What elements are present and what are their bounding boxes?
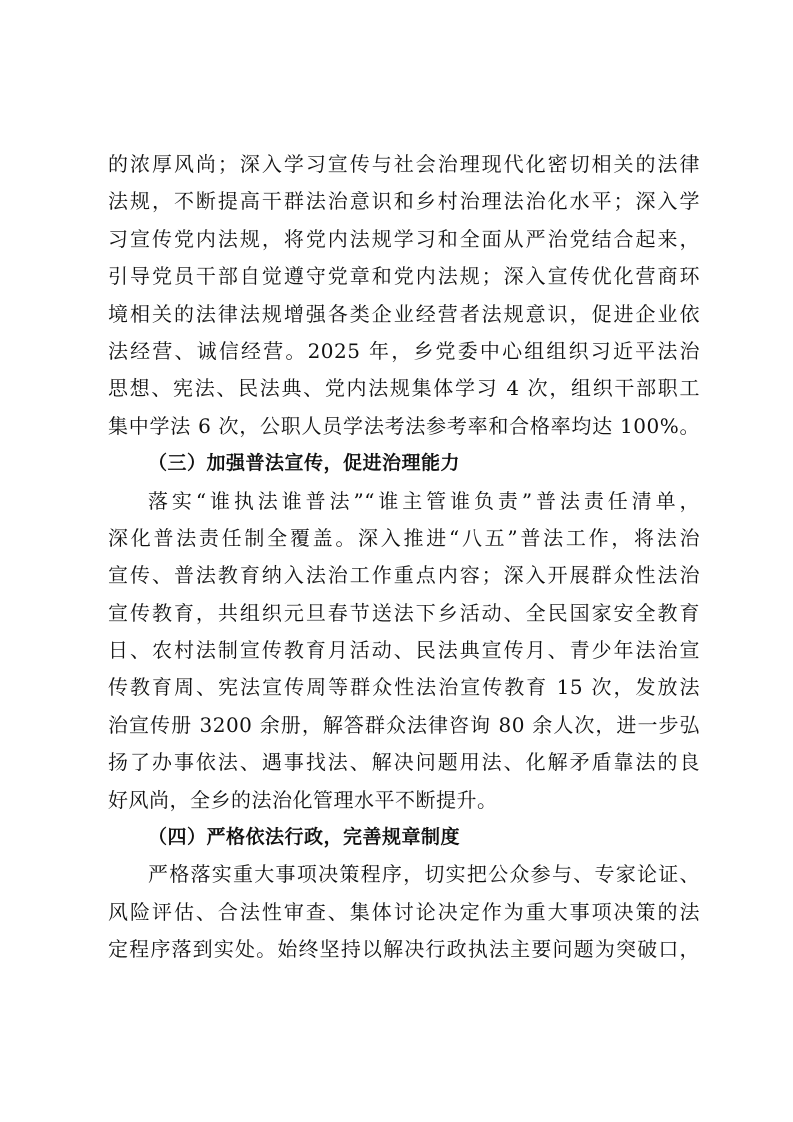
text-line: 的浓厚风尚；深入学习宣传与社会治理现代化密切相关的法律	[108, 152, 700, 176]
text-line: 治宣传册 3200 余册，解答群众法律咨询 80 余人次，进一步弘	[108, 712, 700, 737]
text-line: 引导党员干部自觉遵守党章和党内法规；深入宣传优化营商环	[108, 264, 700, 289]
section-heading-3: （三）加强普法宣传，促进治理能力	[148, 452, 461, 475]
text-line: 扬了办事依法、遇事找法、解决问题用法、化解矛盾靠法的良	[108, 750, 700, 775]
text-line: 法规，不断提高干群法治意识和乡村治理法治化水平；深入学	[108, 189, 700, 214]
text-line: 日、农村法制宣传教育月活动、民法典宣传月、青少年法治宣	[108, 638, 700, 663]
section-4-paragraph	[108, 856, 700, 968]
text-line: 传教育周、宪法宣传周等群众性法治宣传教育 15 次，发放法	[108, 675, 700, 700]
text-line: 宣传、普法教育纳入法治工作重点内容；深入开展群众性法治	[108, 563, 700, 588]
text-line: 严格落实重大事项决策程序，切实把公众参与、专家论证、	[148, 862, 700, 887]
text-line: 境相关的法律法规增强各类企业经营者法规意识，促进企业依	[108, 301, 700, 326]
text-line: 宣传教育，共组织元旦春节送法下乡活动、全民国家安全教育	[108, 600, 700, 625]
text-line: 法经营、诚信经营。2025 年，乡党委中心组组织习近平法治	[108, 338, 700, 363]
text-line: 思想、宪法、民法典、党内法规集体学习 4 次，组织干部职工	[108, 376, 700, 401]
text-line: 好风尚，全乡的法治化管理水平不断提升。	[108, 787, 498, 812]
document-body	[108, 146, 700, 969]
text-line: 风险评估、合法性审查、集体讨论决定作为重大事项决策的法	[108, 899, 700, 924]
text-line: 集中学法 6 次，公职人员学法考法参考率和合格率均达 100%。	[108, 413, 700, 438]
section-heading-4: （四）严格依法行政，完善规章制度	[148, 826, 461, 849]
text-line: 落实“谁执法谁普法”“谁主管谁负责”普法责任清单，	[148, 488, 700, 513]
text-line: 定程序落到实处。始终坚持以解决行政执法主要问题为突破口，	[108, 937, 700, 962]
text-line: 习宣传党内法规，将党内法规学习和全面从严治党结合起来，	[108, 226, 700, 251]
section-3-paragraph	[108, 483, 700, 820]
text-line: 深化普法责任制全覆盖。深入推进“八五”普法工作，将法治	[108, 525, 700, 550]
paragraph-continued	[108, 146, 700, 445]
